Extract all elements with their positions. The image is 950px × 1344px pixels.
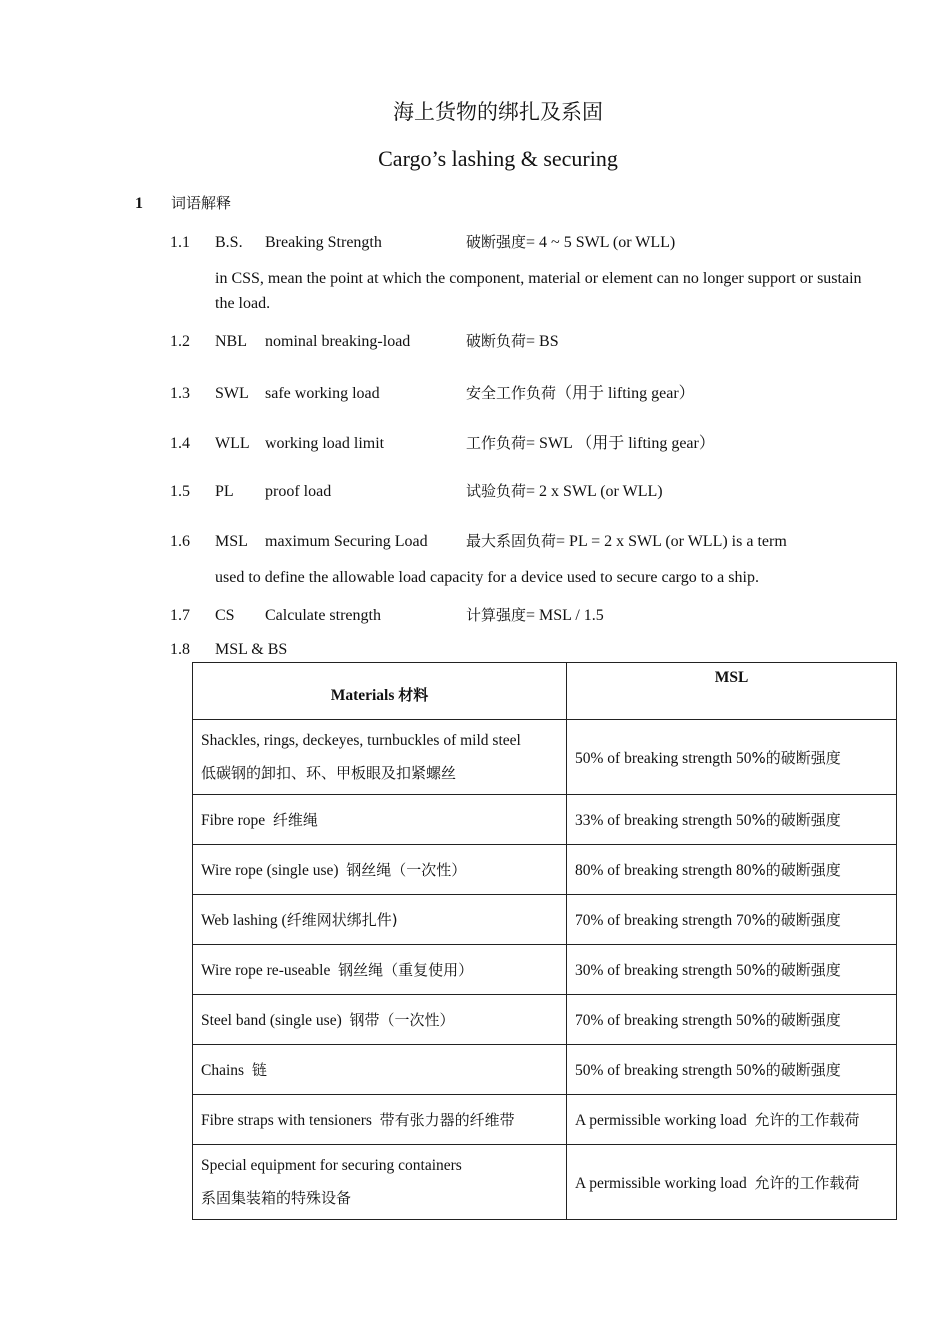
title-chinese: 海上货物的绑扎及系固: [393, 100, 603, 124]
term-abbr: PL: [215, 483, 234, 500]
msl-en: A permissible working load: [575, 1174, 747, 1192]
term-chinese: 破断强度: [466, 233, 527, 251]
table-row: [193, 1095, 897, 1145]
cell-material: [193, 795, 567, 845]
header-materials: [193, 663, 567, 720]
term-row: [170, 641, 287, 659]
msl-cn: 允许的工作载荷: [754, 1111, 860, 1129]
msl-en: 50% of breaking strength 50: [575, 749, 752, 767]
cell-material: [193, 1045, 567, 1095]
msl-en: 50% of breaking strength 50: [575, 1062, 752, 1079]
cell-material: [193, 1145, 567, 1220]
term-number: 1.5: [170, 483, 190, 500]
note-breaking-strength: in CSS, mean the point at which the component, material or element can no longer support or sustain the load.: [215, 270, 862, 312]
term-abbr: MSL: [215, 533, 248, 550]
term-abbr: WLL: [215, 435, 250, 452]
header-msl: MSL: [567, 663, 897, 720]
msl-en: 80% of breaking strength 80: [575, 862, 752, 879]
material-en: Shackles, rings, deckeyes, turnbuckles of mild steel: [201, 732, 521, 749]
note-msl: used to define the allowable load capacity for a device used to secure cargo to a ship.: [215, 569, 759, 586]
msl-table: [192, 662, 897, 1220]
table-header-row: [193, 663, 897, 720]
material-cn: 低碳钢的卸扣、环、甲板眼及扣紧螺丝: [201, 764, 457, 782]
msl-en: 33% of breaking strength 50: [575, 812, 752, 829]
term-name: Breaking Strength: [265, 234, 382, 251]
material-en: Fibre rope: [201, 812, 266, 829]
table-row: [193, 995, 897, 1045]
term-chinese: 工作负荷: [466, 434, 527, 452]
term-row: [170, 330, 559, 351]
term-definition: = MSL / 1.5: [526, 607, 604, 624]
material-en: Wire rope (single use): [201, 862, 339, 879]
cell-msl: [567, 995, 897, 1045]
cell-msl: [567, 1045, 897, 1095]
section-heading: [135, 192, 231, 213]
msl-cn: %的破断强度: [751, 911, 841, 929]
section-title: 词语解释: [171, 194, 232, 212]
term-chinese: 最大系固负荷: [466, 532, 557, 550]
term-row: [170, 480, 663, 501]
material-cn: 链: [251, 1061, 267, 1079]
msl-cn: %的破断强度: [751, 861, 841, 879]
cell-msl: [567, 1095, 897, 1145]
material-en: Chains: [201, 1062, 245, 1079]
material-cn: 纤维网状绑扎件): [286, 911, 398, 929]
material-en: Web lashing (: [201, 912, 287, 929]
term-name: proof load: [265, 483, 332, 500]
cell-msl: [567, 795, 897, 845]
term-name: maximum Securing Load: [265, 533, 428, 550]
cell-msl: [567, 895, 897, 945]
cell-material: [193, 845, 567, 895]
material-en: Steel band (single use): [201, 1012, 342, 1029]
section-number: 1: [135, 195, 143, 212]
cell-material: [193, 995, 567, 1045]
material-en: Fibre straps with tensioners: [201, 1112, 372, 1129]
term-abbr: SWL: [215, 385, 249, 402]
term-abbr: MSL & BS: [215, 641, 288, 658]
material-cn: 钢丝绳（一次性）: [346, 861, 467, 879]
term-chinese: 试验负荷: [466, 482, 527, 500]
msl-en: 30% of breaking strength 50: [575, 962, 752, 979]
cell-material: [193, 720, 567, 795]
term-abbr: NBL: [215, 333, 247, 350]
term-number: 1.7: [170, 607, 190, 624]
term-name: Calculate strength: [265, 607, 381, 624]
msl-en: A permissible working load: [575, 1112, 747, 1129]
cell-msl: [567, 945, 897, 995]
term-abbr: B.S.: [215, 234, 243, 251]
term-abbr: CS: [215, 607, 235, 624]
material-cn: 钢丝绳（重复使用）: [338, 961, 474, 979]
cell-material: [193, 1095, 567, 1145]
msl-en: 70% of breaking strength 50: [575, 1012, 752, 1029]
term-number: 1.3: [170, 385, 190, 402]
material-cn: 钢带（一次性）: [349, 1011, 455, 1029]
table-row: [193, 845, 897, 895]
header-materials-en: Materials: [330, 686, 395, 704]
term-row: [170, 231, 675, 252]
material-cn: 纤维绳: [272, 811, 318, 829]
term-name: working load limit: [265, 435, 385, 452]
msl-cn: %的破断强度: [751, 748, 841, 767]
cell-msl: [567, 1145, 897, 1220]
msl-en: 70% of breaking strength 70: [575, 912, 752, 929]
header-materials-cn: 材料: [398, 685, 429, 704]
material-en: Special equipment for securing containers: [201, 1157, 462, 1174]
table-row: [193, 720, 897, 795]
term-definition: = PL = 2 x SWL (or WLL) is a term: [556, 533, 787, 550]
table-row: [193, 1145, 897, 1220]
term-row: [170, 530, 787, 551]
term-number: 1.1: [170, 234, 190, 251]
msl-cn: 允许的工作载荷: [754, 1173, 860, 1192]
term-definition: = SWL （用于 lifting gear）: [526, 435, 715, 452]
material-cn: 系固集装箱的特殊设备: [201, 1189, 352, 1207]
term-chinese: 计算强度: [466, 606, 527, 624]
term-chinese: 破断负荷: [466, 332, 527, 350]
msl-cn: %的破断强度: [751, 961, 841, 979]
term-definition: = 2 x SWL (or WLL): [526, 483, 663, 500]
table-row: [193, 945, 897, 995]
term-number: 1.2: [170, 333, 190, 350]
term-number: 1.4: [170, 435, 190, 452]
term-number: 1.6: [170, 533, 190, 550]
term-row: [170, 380, 695, 403]
term-name: safe working load: [265, 385, 380, 402]
cell-msl: [567, 720, 897, 795]
msl-cn: %的破断强度: [751, 1011, 841, 1029]
table-row: [193, 1045, 897, 1095]
term-row: [170, 604, 604, 625]
term-definition: = BS: [526, 333, 559, 350]
material-cn: 带有张力器的纤维带: [379, 1111, 515, 1129]
cell-material: [193, 945, 567, 995]
material-en: Wire rope re-useable: [201, 962, 331, 979]
msl-cn: %的破断强度: [751, 1061, 841, 1079]
table-row: [193, 795, 897, 845]
term-row: [170, 430, 715, 453]
title-english: Cargo’s lashing & securing: [378, 146, 618, 171]
term-chinese: 安全工作负荷: [466, 384, 557, 402]
cell-material: [193, 895, 567, 945]
msl-cn: %的破断强度: [751, 811, 841, 829]
term-definition: = 4 ~ 5 SWL (or WLL): [526, 234, 676, 251]
term-number: 1.8: [170, 641, 190, 658]
cell-msl: [567, 845, 897, 895]
term-name: nominal breaking-load: [265, 333, 411, 350]
table-row: [193, 895, 897, 945]
term-definition: （用于 lifting gear）: [556, 385, 695, 402]
